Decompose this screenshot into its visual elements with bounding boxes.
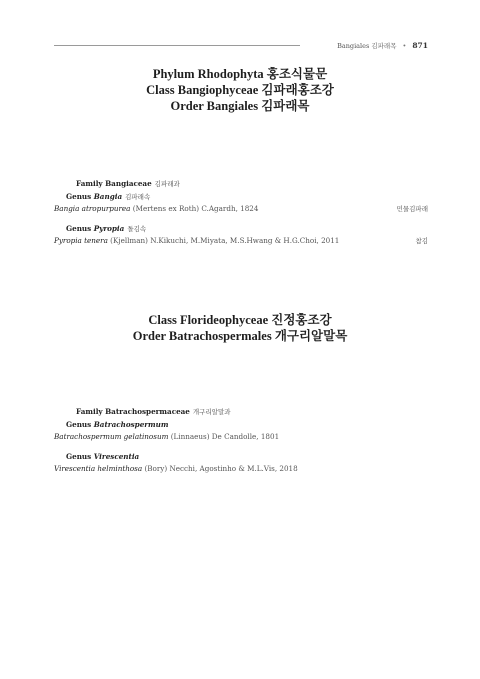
species-author: (Linnaeus) De Candolle, 1801: [170, 432, 280, 441]
family-heading: [76, 179, 180, 189]
genus-prefix: Genus: [66, 420, 92, 429]
species-name: Batrachospermum gelatinosum: [54, 432, 169, 441]
species-name: Virescentia helminthosa: [54, 464, 143, 473]
family-name: Family Batrachospermaceae: [76, 407, 190, 416]
header-section: Bangiales 김파래목: [337, 42, 397, 50]
genus-heading: [66, 224, 146, 234]
common-name: 참김: [415, 237, 428, 245]
species-entry: [54, 432, 279, 442]
header-text: [337, 40, 428, 52]
genus-name: Batrachospermum: [93, 420, 169, 429]
common-name: 민물김파래: [396, 205, 428, 213]
class-heading: Class Florideophyceae 진정홍조강: [148, 313, 332, 327]
genus-prefix: Genus: [66, 192, 92, 201]
page-number: 871: [412, 41, 428, 50]
species-entry: [54, 236, 339, 246]
genus-prefix: Genus: [66, 452, 92, 461]
species-entry: [54, 464, 298, 474]
family-korean: 김파래과: [154, 180, 180, 188]
family-korean: 개구리알말과: [192, 408, 231, 416]
genus-korean: 돌김속: [127, 225, 147, 233]
genus-heading: [66, 420, 169, 430]
genus-korean: 김파래속: [125, 193, 151, 201]
family-name: Family Bangiaceae: [76, 179, 152, 188]
phylum-heading: Phylum Rhodophyta 홍조식물문: [152, 67, 328, 81]
species-author: (Mertens ex Roth) C.Agardh, 1824: [132, 204, 259, 213]
header-separator: •: [402, 42, 407, 50]
species-name: Bangia atropurpurea: [54, 204, 131, 213]
family-heading: [76, 407, 231, 417]
species-entry: [54, 204, 258, 214]
running-header: [54, 40, 428, 52]
order-heading: Order Bangiales 김파래목: [170, 99, 310, 113]
order-heading: Order Batrachospermales 개구리알말목: [132, 329, 348, 343]
species-author: (Kjellman) N.Kikuchi, M.Miyata, M.S.Hwang & H.G.Choi, 2011: [110, 236, 340, 245]
genus-name: Pyropia: [93, 224, 125, 233]
genus-heading: [66, 192, 150, 202]
genus-name: Bangia: [93, 192, 123, 201]
header-rule: [54, 45, 300, 46]
species-name: Pyropia tenera: [54, 236, 108, 245]
genus-prefix: Genus: [66, 224, 92, 233]
class-heading: Class Bangiophyceae 김파래홍조강: [146, 83, 334, 97]
genus-heading: [66, 452, 139, 462]
heading-block-1: [0, 66, 480, 114]
heading-block-2: [0, 312, 480, 344]
genus-name: Virescentia: [93, 452, 140, 461]
species-author: (Bory) Necchi, Agostinho & M.L.Vis, 2018: [144, 464, 298, 473]
